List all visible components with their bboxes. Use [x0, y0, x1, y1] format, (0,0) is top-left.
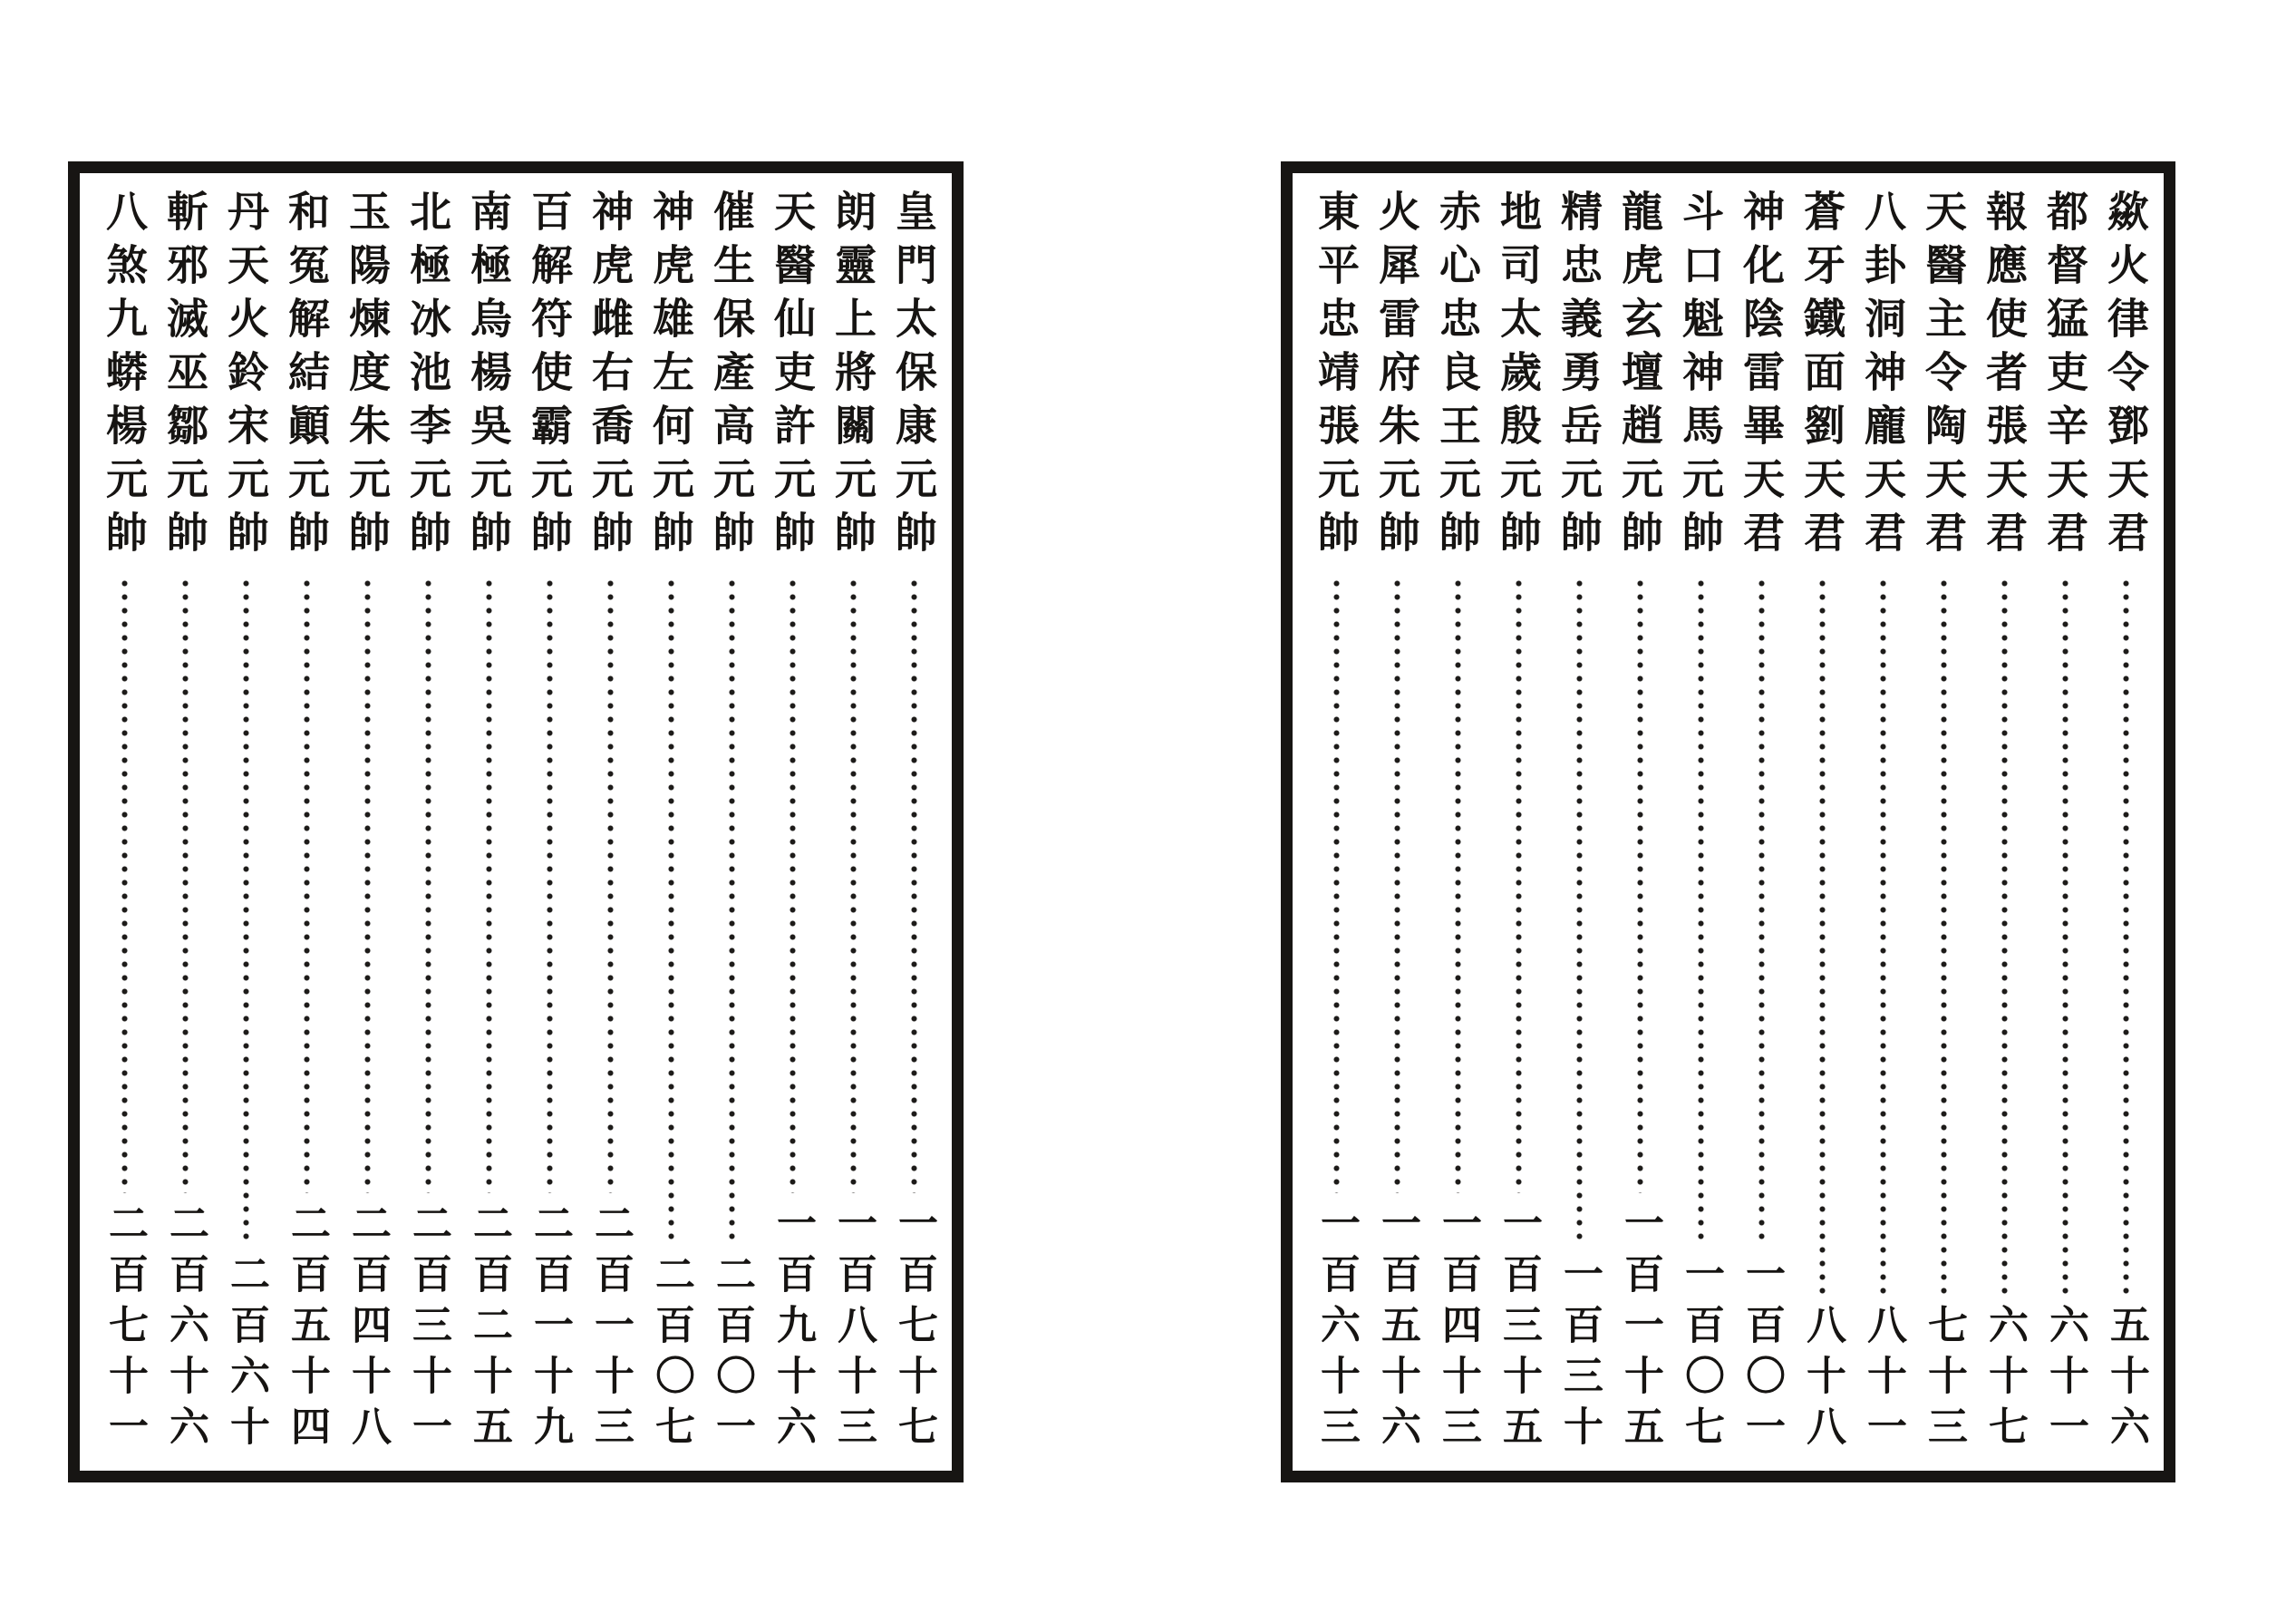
entry-page-number: 一百一十五 — [1617, 1202, 1663, 1456]
toc-entry-column — [1732, 190, 1790, 1458]
toc-entry-column — [581, 190, 639, 1458]
left-page-frame — [68, 161, 964, 1482]
dotted-leader — [304, 577, 310, 1193]
entry-title: 天醫主令陶天君 — [1919, 190, 1968, 564]
dotted-leader — [911, 577, 917, 1193]
dotted-leader — [1333, 577, 1340, 1193]
entry-title: 報應使者張天君 — [1980, 190, 2029, 564]
dotted-leader — [850, 577, 857, 1193]
entry-page-number: 二百三十一 — [405, 1202, 451, 1456]
entry-page-number: 一百五十六 — [1374, 1202, 1420, 1456]
toc-entry-column — [217, 190, 275, 1458]
entry-title: 北極冰池李元帥 — [403, 190, 452, 564]
toc-entry-column — [1611, 190, 1669, 1458]
entry-title: 龍虎玄壇趙元帥 — [1615, 190, 1664, 564]
entry-page-number: 二百六十六 — [162, 1202, 208, 1456]
toc-entry-column — [1854, 190, 1912, 1458]
dotted-leader — [1576, 577, 1583, 1244]
dotted-leader — [425, 577, 431, 1193]
entry-page-number: 二百一十九 — [527, 1202, 573, 1456]
entry-title: 蒼牙鐵面劉天君 — [1797, 190, 1846, 564]
entry-page-number: 二百七十一 — [102, 1202, 148, 1456]
toc-entry-column — [399, 190, 457, 1458]
entry-title: 斬邪滅巫鄒元帥 — [160, 190, 209, 564]
toc-entry-column — [642, 190, 700, 1458]
entry-title: 都督猛吏辛天君 — [2040, 190, 2089, 564]
dotted-leader — [1758, 577, 1765, 1244]
entry-page-number: 一百六十三 — [1313, 1202, 1360, 1456]
dotted-leader — [1516, 577, 1522, 1193]
dotted-leader — [668, 577, 674, 1244]
toc-entry-column — [885, 190, 943, 1458]
toc-entry-column — [2097, 190, 2155, 1458]
entry-page-number: 二百六十 — [223, 1253, 269, 1456]
dotted-leader — [243, 577, 249, 1244]
entry-page-number: 七十三 — [1921, 1304, 1967, 1456]
entry-title: 丹天火鈴宋元帥 — [221, 190, 270, 564]
dotted-leader — [1819, 577, 1826, 1295]
entry-page-number: 二百二十五 — [466, 1202, 512, 1456]
entry-title: 和冤解結顚元帥 — [282, 190, 331, 564]
dotted-leader — [1637, 577, 1643, 1193]
dotted-leader — [1394, 577, 1400, 1193]
entry-page-number: 二百〇一 — [709, 1253, 755, 1456]
toc-entry-column — [1550, 190, 1608, 1458]
dotted-leader — [1455, 577, 1461, 1193]
entry-title: 東平忠靖張元帥 — [1312, 190, 1361, 564]
toc-entry-column — [824, 190, 882, 1458]
dotted-leader — [790, 577, 796, 1193]
entry-title: 神虎雄左何元帥 — [646, 190, 695, 564]
entry-title: 赤心忠良王元帥 — [1433, 190, 1482, 564]
dotted-leader — [547, 577, 553, 1193]
dotted-leader — [2062, 577, 2068, 1295]
toc-entry-column — [1368, 190, 1426, 1458]
entry-page-number: 二百四十八 — [344, 1202, 391, 1456]
toc-entry-column — [1307, 190, 1365, 1458]
entry-page-number: 一百三十五 — [1496, 1202, 1542, 1456]
toc-entry-column — [1671, 190, 1729, 1458]
entry-page-number: 一百九十六 — [770, 1202, 816, 1456]
entry-page-number: 八十一 — [1860, 1304, 1906, 1456]
toc-entry-column — [156, 190, 214, 1458]
toc-entry-column — [338, 190, 396, 1458]
entry-page-number: 二百〇七 — [648, 1253, 694, 1456]
dotted-leader — [2123, 577, 2129, 1295]
entry-title: 火犀雷府朱元帥 — [1372, 190, 1421, 564]
entry-title: 朗靈上將關元帥 — [828, 190, 877, 564]
entry-title: 八卦洞神龐天君 — [1858, 190, 1907, 564]
dotted-leader — [182, 577, 189, 1193]
dotted-leader — [729, 577, 735, 1244]
entry-title: 南極烏楊吳元帥 — [464, 190, 513, 564]
entry-title: 八煞九蟒楊元帥 — [100, 190, 149, 564]
dotted-leader — [1880, 577, 1886, 1295]
toc-entry-column — [520, 190, 578, 1458]
entry-title: 神虎雌右喬元帥 — [586, 190, 635, 564]
toc-entry-column — [95, 190, 153, 1458]
entry-title: 歘火律令鄧天君 — [2101, 190, 2150, 564]
dotted-leader — [1698, 577, 1704, 1244]
right-page-frame — [1281, 161, 2175, 1482]
toc-entry-column — [277, 190, 335, 1458]
toc-entry-column — [1914, 190, 1972, 1458]
entry-page-number: 一百〇七 — [1678, 1253, 1724, 1456]
entry-page-number: 一百〇一 — [1739, 1253, 1785, 1456]
dotted-leader — [1941, 577, 1947, 1295]
entry-page-number: 二百五十四 — [284, 1202, 330, 1456]
dotted-leader — [364, 577, 371, 1193]
entry-page-number: 八十八 — [1799, 1304, 1846, 1456]
dotted-leader — [486, 577, 492, 1193]
entry-title: 精忠義勇岳元帥 — [1555, 190, 1603, 564]
dotted-leader — [607, 577, 614, 1193]
entry-title: 皇門太保康元帥 — [889, 190, 938, 564]
entry-title: 催生保產高元帥 — [707, 190, 756, 564]
toc-entry-column — [1489, 190, 1547, 1458]
entry-page-number: 二百一十三 — [587, 1202, 634, 1456]
toc-entry-column — [1975, 190, 2033, 1458]
entry-page-number: 一百七十七 — [891, 1202, 937, 1456]
toc-entry-column — [460, 190, 518, 1458]
entry-page-number: 六十一 — [2042, 1304, 2088, 1456]
entry-page-number: 一百四十三 — [1435, 1202, 1481, 1456]
toc-entry-column — [1793, 190, 1851, 1458]
toc-entry-column — [2036, 190, 2094, 1458]
toc-entry-column — [702, 190, 760, 1458]
toc-entry-column — [763, 190, 821, 1458]
toc-entry-column — [1429, 190, 1487, 1458]
entry-title: 地司太歲殷元帥 — [1494, 190, 1543, 564]
entry-title: 天醫仙吏許元帥 — [768, 190, 817, 564]
entry-page-number: 五十六 — [2103, 1304, 2149, 1456]
dotted-leader — [2001, 577, 2008, 1295]
entry-title: 神化陰雷畢天君 — [1737, 190, 1786, 564]
entry-title: 百解符使霸元帥 — [525, 190, 574, 564]
entry-title: 玉陽煉度朱元帥 — [343, 190, 392, 564]
entry-page-number: 六十七 — [1981, 1304, 2028, 1456]
entry-page-number: 一百八十三 — [830, 1202, 877, 1456]
entry-page-number: 一百三十 — [1556, 1253, 1603, 1456]
dotted-leader — [121, 577, 128, 1193]
entry-title: 斗口魁神馬元帥 — [1676, 190, 1725, 564]
